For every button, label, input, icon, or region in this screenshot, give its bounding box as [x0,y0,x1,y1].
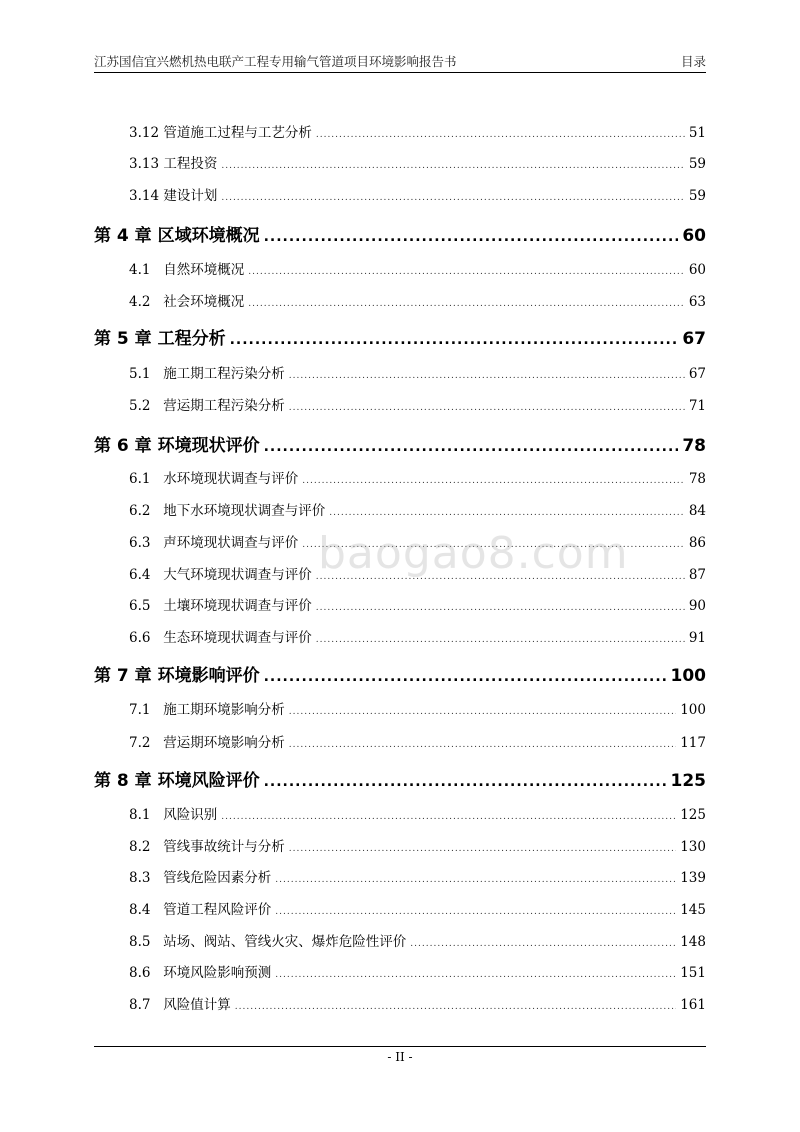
toc-section-entry[interactable] [94,993,706,1013]
toc-page-number: 161 [680,997,706,1013]
toc-page-number: 90 [688,598,706,614]
toc-leader-dots [289,740,676,750]
toc-entry-number: 8.3 [129,870,151,886]
toc-section-entry[interactable] [94,803,706,823]
toc-section-entry[interactable] [94,121,706,141]
toc-page-number: 63 [688,294,706,310]
toc-page-number: 125 [670,771,706,791]
toc-entry-title: 第 4 章 区域环境概况 [94,226,260,246]
toc-entry-title: 声环境现状调查与评价 [163,535,299,551]
toc-chapter-entry[interactable] [94,324,706,349]
toc-page-number: 125 [680,807,706,823]
toc-section-entry[interactable] [94,898,706,918]
toc-entry-title: 大气环境现状调查与评价 [163,567,312,583]
toc-leader-dots [264,669,667,685]
toc-section-entry[interactable] [94,258,706,278]
toc-leader-dots [275,970,676,980]
toc-entry-title: 第 5 章 工程分析 [94,329,226,349]
toc-page-number: 148 [680,934,706,950]
toc-entry-number: 5.1 [129,366,151,382]
toc-entry-title: 生态环境现状调查与评价 [163,630,312,646]
toc-page-number: 60 [688,262,706,278]
toc-page-number: 67 [688,366,706,382]
toc-entry-number: 3.14 [129,188,160,204]
toc-entry-title: 第 8 章 环境风险评价 [94,771,260,791]
toc-leader-dots [221,161,684,171]
toc-page-number: 130 [680,839,706,855]
toc-entry-number: 7.2 [129,735,151,751]
toc-leader-dots [289,371,685,381]
toc-leader-dots [275,907,676,917]
toc-entry-title: 站场、阀站、管线火灾、爆炸危险性评价 [163,934,407,950]
toc-page-number: 100 [670,666,706,686]
toc-section-entry[interactable] [94,467,706,487]
toc-leader-dots [221,812,676,822]
toc-page-number: 51 [688,125,706,141]
toc-entry-number: 8.5 [129,934,151,950]
toc-section-entry[interactable] [94,698,706,718]
toc-section-entry[interactable] [94,835,706,855]
toc-entry-title: 施工期工程污染分析 [163,366,285,382]
toc-entry-number: 6.3 [129,535,151,551]
toc-entry-number: 8.6 [129,965,151,981]
toc-leader-dots [316,130,685,140]
page-header [94,50,706,73]
toc-entry-title: 社会环境概况 [163,294,245,310]
toc-section-entry[interactable] [94,394,706,414]
toc-entry-title: 营运期工程污染分析 [163,398,285,414]
toc-page-number: 139 [680,870,706,886]
toc-entry-title: 管线事故统计与分析 [163,839,285,855]
toc-section-entry[interactable] [94,961,706,981]
toc-entry-title: 环境风险影响预测 [163,965,272,981]
toc-section-entry[interactable] [94,362,706,382]
toc-leader-dots [289,707,676,717]
footer-divider [94,1046,706,1047]
toc-entry-number: 4.1 [129,262,151,278]
toc-page-number: 100 [680,702,706,718]
toc-leader-dots [316,635,685,645]
toc-entry-number: 3.13 [129,156,160,172]
toc-section-entry[interactable] [94,594,706,614]
toc-entry-title: 水环境现状调查与评价 [163,471,299,487]
toc-leader-dots [316,572,685,582]
toc-chapter-entry[interactable] [94,221,706,246]
toc-leader-dots [289,403,685,413]
toc-page-number: 71 [688,398,706,414]
toc-leader-dots [248,299,685,309]
toc-leader-dots [221,193,684,203]
toc-entry-title: 营运期环境影响分析 [163,735,285,751]
toc-leader-dots [264,229,679,245]
toc-entry-number: 4.2 [129,294,151,310]
toc-entry-title: 风险识别 [163,807,218,823]
toc-entry-number: 3.12 [129,125,160,141]
toc-entry-number: 6.4 [129,567,151,583]
toc-chapter-entry[interactable] [94,431,706,456]
toc-entry-title: 第 6 章 环境现状评价 [94,436,260,456]
toc-entry-title: 风险值计算 [163,997,231,1013]
toc-section-entry[interactable] [94,930,706,950]
toc-entry-number: 6.2 [129,503,151,519]
toc-leader-dots [275,875,676,885]
toc-page-number: 60 [682,226,706,246]
toc-chapter-entry[interactable] [94,766,706,791]
toc-chapter-entry[interactable] [94,661,706,686]
toc-entry-title: 工程投资 [163,156,218,172]
toc-entry-number: 8.2 [129,839,151,855]
toc-section-entry[interactable] [94,563,706,583]
toc-leader-dots [302,540,685,550]
toc-page-number: 86 [688,535,706,551]
toc-section-entry[interactable] [94,531,706,551]
toc-page-number: 59 [688,156,706,172]
toc-leader-dots [248,267,685,277]
section-title: 目录 [680,54,706,69]
toc-entry-number: 8.4 [129,902,151,918]
toc-page-number: 87 [688,567,706,583]
toc-entry-title: 管道工程风险评价 [163,902,272,918]
toc-entry-title: 土壤环境现状调查与评价 [163,598,312,614]
toc-entry-number: 5.2 [129,398,151,414]
toc-leader-dots [235,1002,676,1012]
toc-page-number: 78 [682,436,706,456]
toc-entry-title: 管道施工过程与工艺分析 [163,125,312,141]
toc-entry-title: 第 7 章 环境影响评价 [94,666,260,686]
toc-section-entry[interactable] [94,626,706,646]
toc-entry-number: 6.6 [129,630,151,646]
toc-page-number: 59 [688,188,706,204]
toc-leader-dots [264,439,679,455]
toc-section-entry[interactable] [94,731,706,751]
toc-section-entry[interactable] [94,152,706,172]
toc-entry-number: 8.1 [129,807,151,823]
toc-leader-dots [264,774,667,790]
toc-page-number: 78 [688,471,706,487]
toc-page-number: 145 [680,902,706,918]
toc-leader-dots [230,332,679,348]
toc-page-number: 84 [688,503,706,519]
toc-entry-number: 6.1 [129,471,151,487]
toc-section-entry[interactable] [94,184,706,204]
toc-section-entry[interactable] [94,499,706,519]
toc-entry-number: 8.7 [129,997,151,1013]
toc-entry-number: 6.5 [129,598,151,614]
toc-section-entry[interactable] [94,290,706,310]
document-title: 江苏国信宜兴燃机热电联产工程专用输气管道项目环境影响报告书 [94,54,457,69]
toc-page-number: 117 [680,735,706,751]
toc-entry-title: 施工期环境影响分析 [163,702,285,718]
toc-entry-title: 建设计划 [163,188,218,204]
toc-section-entry[interactable] [94,866,706,886]
toc-leader-dots [329,508,685,518]
toc-entry-title: 自然环境概况 [163,262,245,278]
toc-page-number: 151 [680,965,706,981]
toc-entry-number: 7.1 [129,702,151,718]
toc-leader-dots [302,476,685,486]
toc-page-number: 91 [688,630,706,646]
toc-entry-title: 地下水环境现状调查与评价 [163,503,326,519]
watermark: baogao8.com [318,528,629,579]
toc-leader-dots [289,844,676,854]
toc-page-number: 67 [682,329,706,349]
page-number: - II - [387,1050,413,1064]
toc-leader-dots [316,603,685,613]
toc-entry-title: 管线危险因素分析 [163,870,272,886]
toc-leader-dots [410,939,676,949]
